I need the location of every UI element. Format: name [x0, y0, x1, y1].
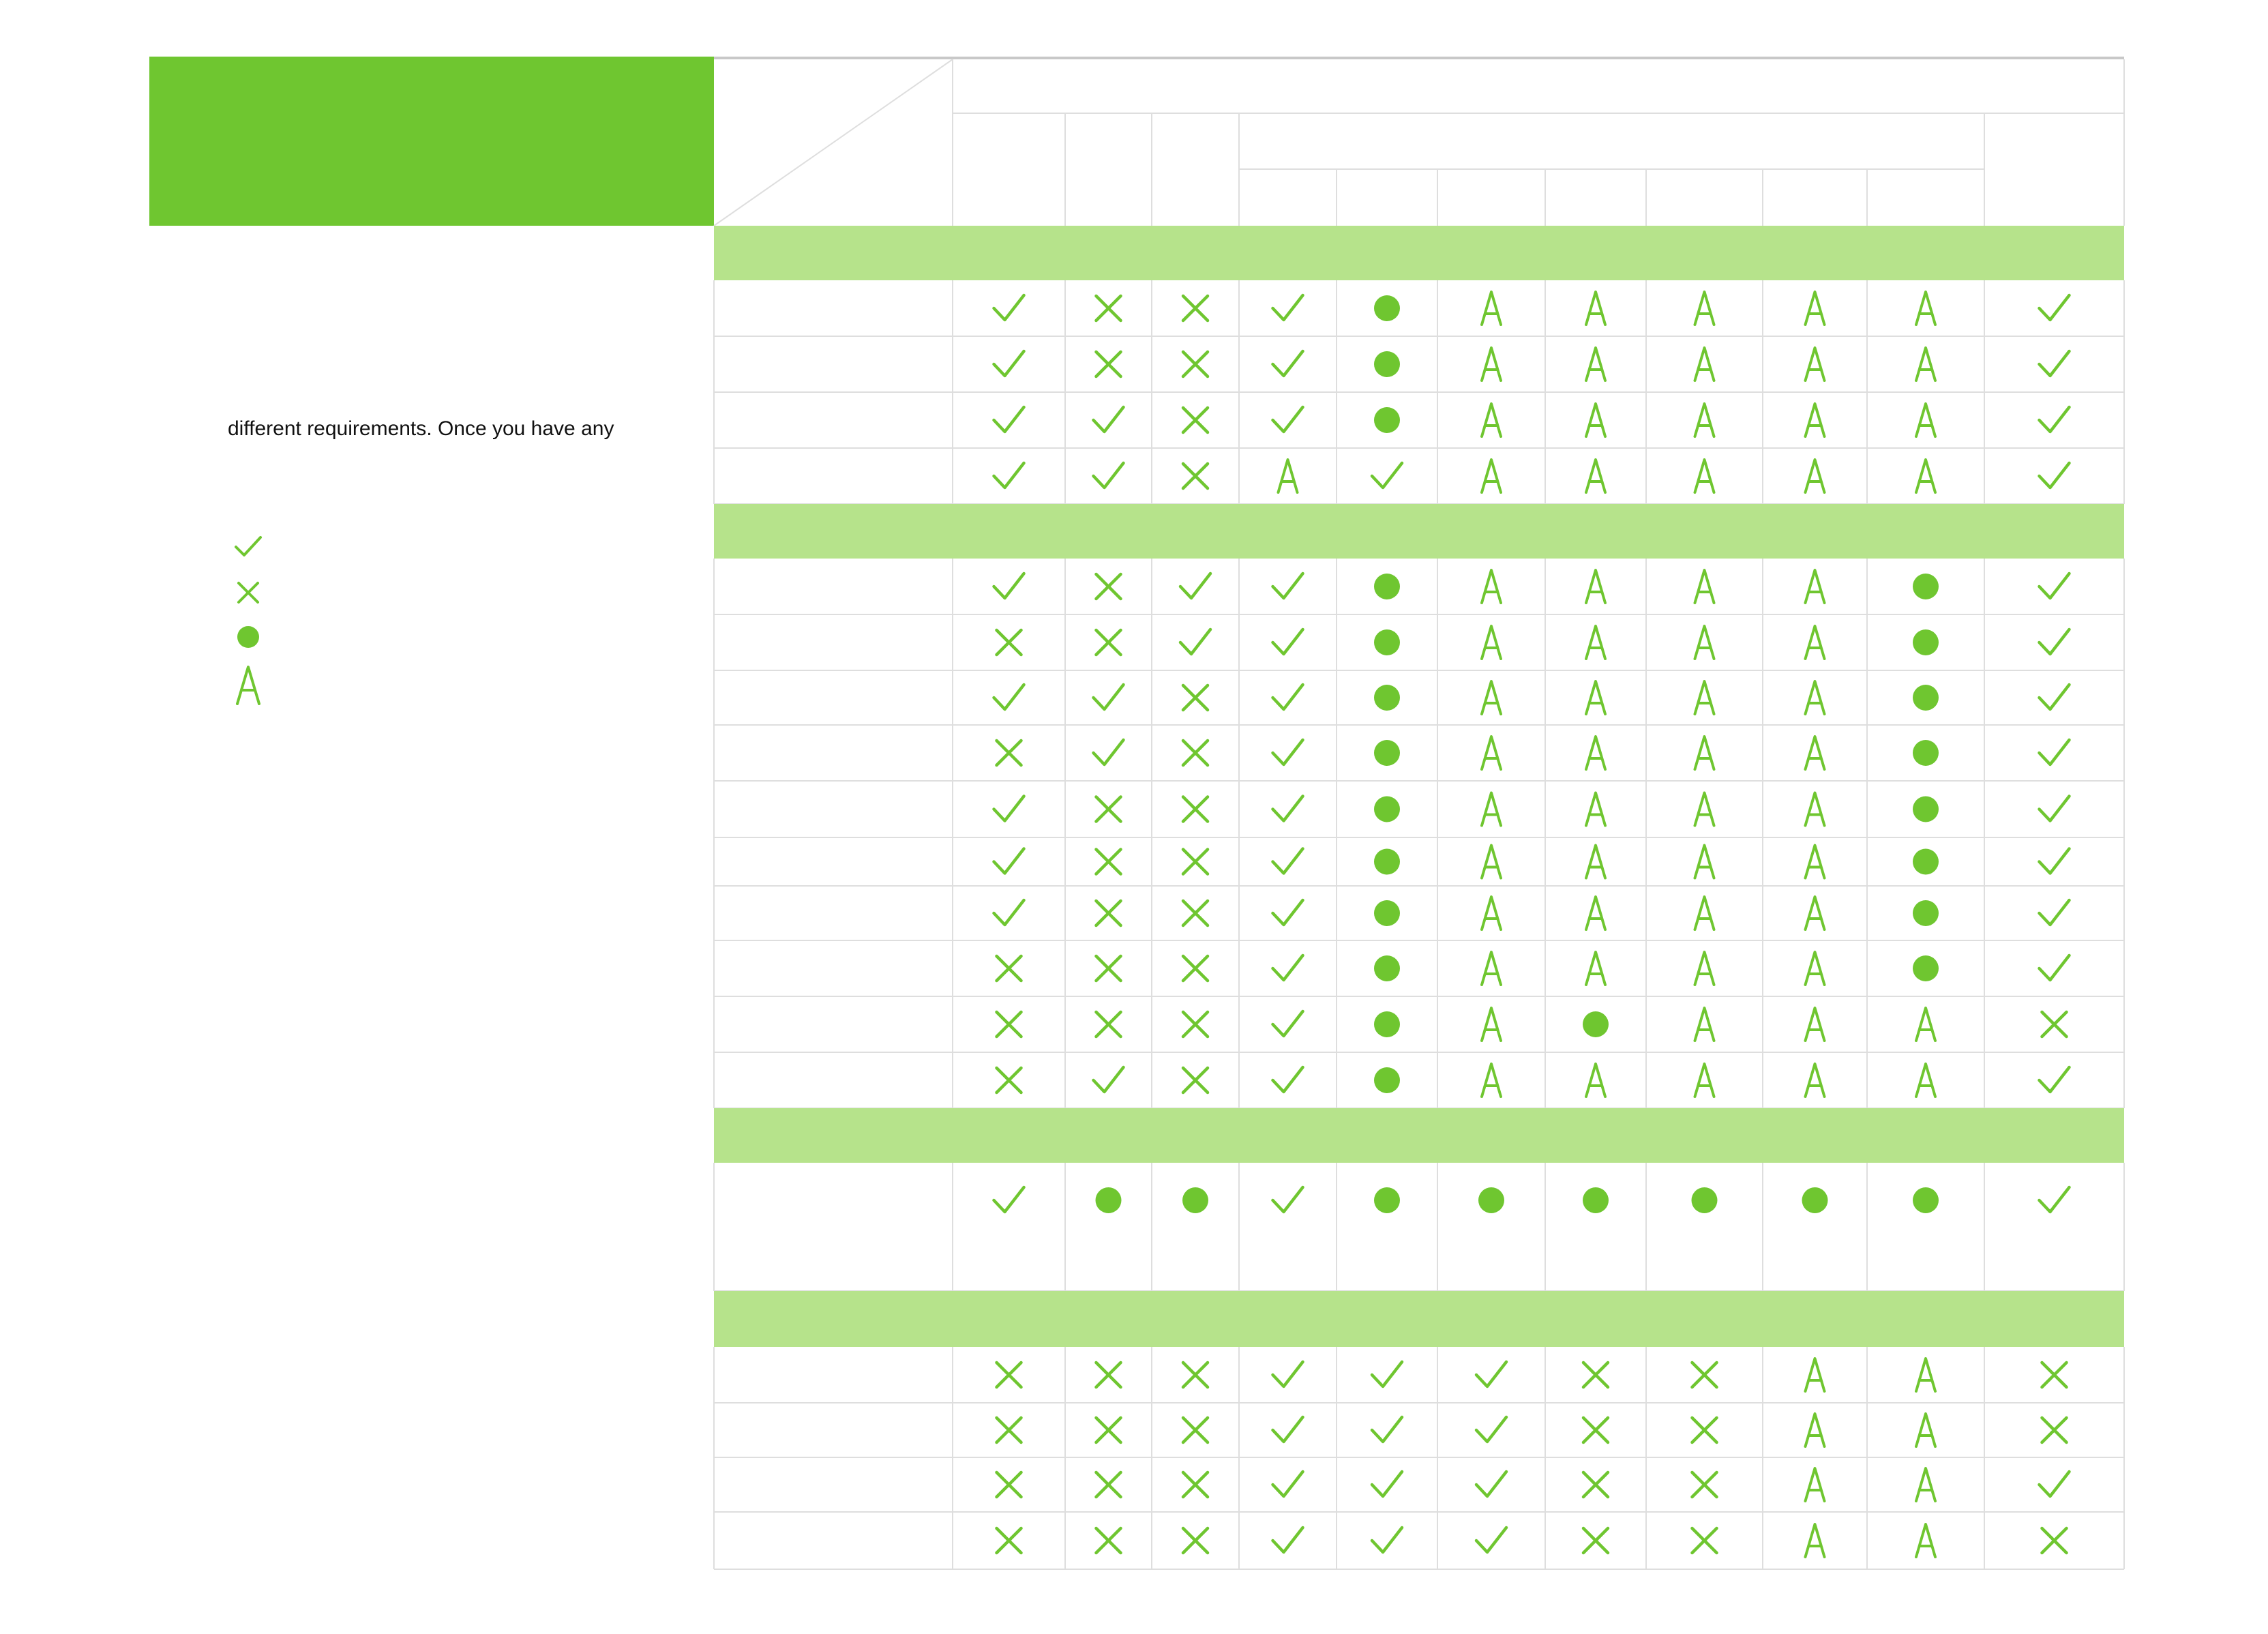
a-icon [1695, 681, 1714, 714]
check-icon [1372, 1472, 1402, 1496]
check-icon [2040, 955, 2070, 980]
cross-icon [1183, 1472, 1208, 1497]
check-icon [2040, 629, 2070, 654]
cross-icon [1692, 1363, 1717, 1387]
check-icon [2040, 740, 2070, 764]
dot-icon [1692, 1187, 1718, 1213]
a-icon [1695, 793, 1714, 826]
cross-icon [1096, 901, 1121, 925]
cross-icon [997, 1068, 1021, 1093]
a-icon [1482, 292, 1501, 325]
check-icon [1372, 463, 1402, 488]
check-icon [2040, 463, 2070, 488]
a-icon [1482, 846, 1501, 878]
a-icon [1916, 404, 1935, 436]
a-icon [1916, 460, 1935, 492]
cross-icon [997, 741, 1021, 765]
a-icon [1586, 292, 1605, 325]
check-icon [1273, 574, 1303, 598]
dot-icon [1913, 955, 1939, 981]
dot-icon [1374, 407, 1400, 433]
a-icon [1916, 1358, 1935, 1391]
dot-icon [1913, 849, 1939, 875]
cross-icon [1096, 1418, 1121, 1442]
cross-icon [1096, 1528, 1121, 1553]
check-icon [1476, 1528, 1506, 1552]
check-icon [2040, 797, 2070, 821]
a-icon [1482, 1008, 1501, 1041]
a-icon [1916, 1524, 1935, 1557]
check-icon [1372, 1362, 1402, 1386]
intro-text: different requirements. Once you have any [228, 417, 614, 440]
check-icon [1094, 463, 1124, 488]
dot-icon [1374, 1187, 1400, 1213]
dot-icon [1374, 1011, 1400, 1037]
check-icon [994, 797, 1024, 821]
dot-icon [1374, 900, 1400, 926]
a-icon [1586, 952, 1605, 985]
cross-icon [1096, 574, 1121, 599]
cross-icon [1183, 352, 1208, 376]
a-icon [1806, 626, 1825, 659]
dot-icon [1374, 797, 1400, 822]
a-icon [1695, 846, 1714, 878]
dot-icon [1802, 1187, 1828, 1213]
a-icon [1482, 570, 1501, 603]
cross-icon [1096, 630, 1121, 655]
check-icon [994, 407, 1024, 432]
cross-icon [997, 1472, 1021, 1497]
check-icon [994, 1187, 1024, 1212]
a-icon [1806, 897, 1825, 930]
a-icon [1482, 737, 1501, 769]
dot-icon [1913, 900, 1939, 926]
cross-icon [1583, 1418, 1608, 1442]
a-icon [1806, 404, 1825, 436]
dot-icon [1583, 1011, 1609, 1037]
dot-icon [1182, 1187, 1208, 1213]
dot-icon [1374, 1067, 1400, 1093]
a-icon [1806, 737, 1825, 769]
a-icon [1586, 793, 1605, 826]
cross-icon [2042, 1418, 2067, 1442]
check-icon [1273, 1011, 1303, 1036]
a-icon [1695, 1064, 1714, 1097]
cross-icon [997, 1012, 1021, 1037]
a-icon [1806, 952, 1825, 985]
check-icon [1094, 685, 1124, 709]
check-icon [1273, 351, 1303, 376]
cross-icon [1583, 1528, 1608, 1553]
a-icon [1586, 846, 1605, 878]
check-icon [1180, 574, 1210, 598]
a-icon [1482, 626, 1501, 659]
cross-icon [1183, 1363, 1208, 1387]
a-icon [1806, 846, 1825, 878]
cross-icon [1096, 797, 1121, 822]
cross-icon [1096, 296, 1121, 321]
dot-icon [1096, 1187, 1122, 1213]
a-icon [1806, 1524, 1825, 1557]
cross-icon [997, 1528, 1021, 1553]
cross-icon [1183, 464, 1208, 488]
a-icon [1695, 460, 1714, 492]
a-icon [1695, 1008, 1714, 1041]
a-icon [1695, 952, 1714, 985]
a-icon [1806, 1358, 1825, 1391]
cross-icon [1183, 956, 1208, 981]
check-icon [1094, 1067, 1124, 1092]
check-icon [2040, 1067, 2070, 1092]
check-icon [994, 295, 1024, 320]
cross-icon [1183, 901, 1208, 925]
check-icon [1273, 1067, 1303, 1092]
a-icon [1482, 404, 1501, 436]
cross-icon [1096, 1363, 1121, 1387]
check-icon [1476, 1417, 1506, 1442]
cross-icon [1183, 1068, 1208, 1093]
a-icon [1695, 897, 1714, 930]
section-band [714, 504, 2124, 559]
cross-icon [1183, 741, 1208, 765]
cross-icon [1583, 1472, 1608, 1497]
a-icon [1916, 1008, 1935, 1041]
cross-icon [1183, 1012, 1208, 1037]
check-icon [1180, 629, 1210, 654]
check-icon [1273, 1417, 1303, 1442]
a-icon [1695, 570, 1714, 603]
dot-icon [1374, 295, 1400, 321]
a-icon [1916, 1414, 1935, 1446]
check-icon [2040, 351, 2070, 376]
check-icon [1372, 1417, 1402, 1442]
a-icon [1695, 626, 1714, 659]
check-icon [2040, 295, 2070, 320]
cross-icon [1183, 296, 1208, 321]
a-icon [1806, 1414, 1825, 1446]
a-icon [1586, 681, 1605, 714]
a-icon [1695, 737, 1714, 769]
section-band [714, 1291, 2124, 1347]
check-icon [2040, 574, 2070, 598]
check-icon [1273, 900, 1303, 925]
check-icon [1476, 1362, 1506, 1386]
check-icon [1273, 955, 1303, 980]
a-icon [1586, 570, 1605, 603]
check-icon [2040, 407, 2070, 432]
dot-icon [1374, 685, 1400, 711]
a-icon [1916, 1468, 1935, 1501]
check-icon [1094, 407, 1124, 432]
check-icon [994, 574, 1024, 598]
cross-icon [1183, 685, 1208, 710]
a-icon [1806, 460, 1825, 492]
check-icon [1273, 685, 1303, 709]
a-icon [1482, 348, 1501, 381]
dot-icon [1913, 797, 1939, 822]
cross-icon [1096, 352, 1121, 376]
check-icon [2040, 1472, 2070, 1496]
check-icon [1273, 1528, 1303, 1552]
dot-icon [1374, 955, 1400, 981]
a-icon [1806, 1468, 1825, 1501]
a-icon [1482, 897, 1501, 930]
dot-icon [1374, 849, 1400, 875]
check-icon [1273, 295, 1303, 320]
a-icon [1586, 460, 1605, 492]
cross-icon [997, 956, 1021, 981]
cross-icon [997, 630, 1021, 655]
check-icon [1273, 740, 1303, 764]
a-icon [1586, 404, 1605, 436]
check-icon [1273, 797, 1303, 821]
check-icon [994, 463, 1024, 488]
cross-icon [2042, 1363, 2067, 1387]
dot-icon [1913, 1187, 1939, 1213]
check-icon [2040, 685, 2070, 709]
a-icon [1482, 681, 1501, 714]
a-icon [1482, 1064, 1501, 1097]
check-icon [994, 849, 1024, 874]
a-icon [1695, 292, 1714, 325]
check-icon [1273, 849, 1303, 874]
cross-icon [1096, 850, 1121, 874]
check-icon [1273, 1472, 1303, 1496]
cross-icon [1183, 408, 1208, 432]
cross-icon [1183, 1528, 1208, 1553]
dot-icon [1913, 740, 1939, 766]
a-icon [1806, 1008, 1825, 1041]
header-diagonal [714, 59, 953, 226]
dot-icon [1913, 629, 1939, 655]
a-icon [1806, 681, 1825, 714]
cross-icon [997, 1363, 1021, 1387]
check-icon [2040, 849, 2070, 874]
a-icon [1806, 292, 1825, 325]
a-icon [1586, 1064, 1605, 1097]
cross-icon [1096, 1012, 1121, 1037]
dot-icon [1374, 740, 1400, 766]
cross-icon [1183, 850, 1208, 874]
a-icon [1482, 793, 1501, 826]
dot-icon [1478, 1187, 1504, 1213]
cross-icon [1692, 1528, 1717, 1553]
cross-icon [997, 1418, 1021, 1442]
a-icon [1586, 897, 1605, 930]
check-icon [1273, 629, 1303, 654]
cross-icon [2042, 1012, 2067, 1037]
check-icon [1273, 1187, 1303, 1212]
dot-icon [1374, 629, 1400, 655]
a-icon [1916, 348, 1935, 381]
check-icon [1372, 1528, 1402, 1552]
cross-icon [1183, 1418, 1208, 1442]
section-band [714, 1108, 2124, 1163]
a-icon [1916, 1064, 1935, 1097]
check-icon [2040, 1187, 2070, 1212]
cross-icon [1183, 797, 1208, 822]
a-icon [1482, 460, 1501, 492]
a-icon [1279, 460, 1298, 492]
dot-icon [1913, 574, 1939, 599]
check-icon [2040, 900, 2070, 925]
check-icon [1273, 1362, 1303, 1386]
cross-icon [1692, 1418, 1717, 1442]
a-icon [1695, 348, 1714, 381]
a-icon [1916, 292, 1935, 325]
check-icon [994, 351, 1024, 376]
a-icon [1806, 348, 1825, 381]
dot-icon [1374, 574, 1400, 599]
cross-icon [1583, 1363, 1608, 1387]
check-icon [1094, 740, 1124, 764]
dot-icon [1583, 1187, 1609, 1213]
dot-icon [1374, 351, 1400, 377]
cross-icon [1096, 956, 1121, 981]
cross-icon [1692, 1472, 1717, 1497]
a-icon [1806, 570, 1825, 603]
check-icon [1273, 407, 1303, 432]
check-icon [994, 685, 1024, 709]
a-icon [1586, 626, 1605, 659]
cross-icon [2042, 1528, 2067, 1553]
a-icon [1806, 1064, 1825, 1097]
cross-icon [1096, 1472, 1121, 1497]
section-band [714, 226, 2124, 280]
check-icon [1476, 1472, 1506, 1496]
a-icon [1586, 737, 1605, 769]
a-icon [1482, 952, 1501, 985]
dot-icon [1913, 685, 1939, 711]
a-icon [1806, 793, 1825, 826]
a-icon [1695, 404, 1714, 436]
a-icon [1586, 348, 1605, 381]
check-icon [994, 900, 1024, 925]
